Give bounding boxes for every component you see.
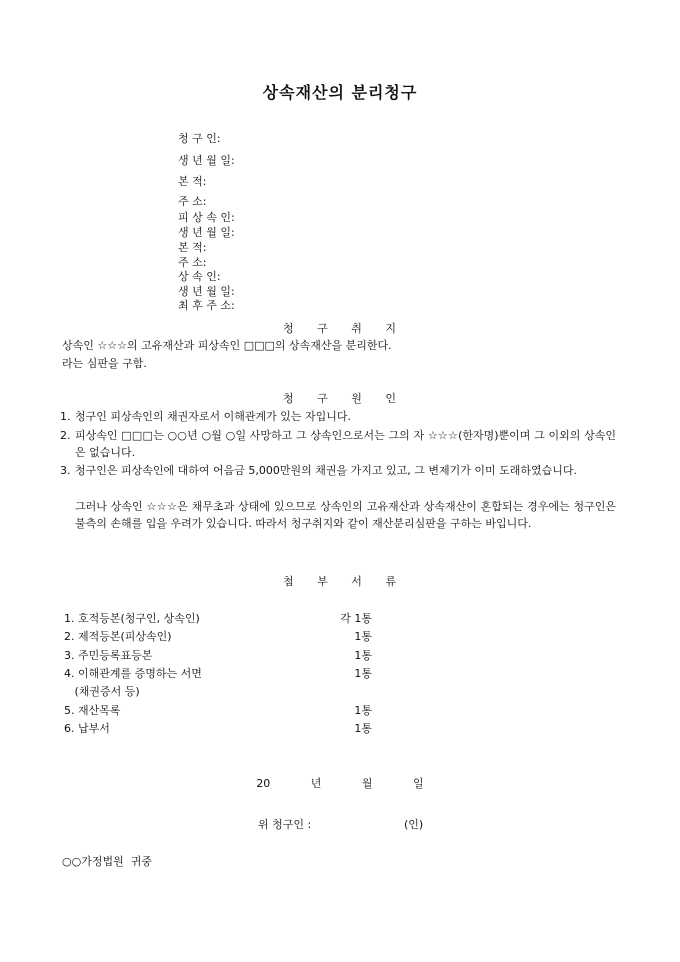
attachment-qty: 1통	[354, 649, 372, 662]
attachment-label: 1. 호적등본(청구인, 상속인)	[64, 612, 200, 625]
attachment-qty: 1통	[354, 667, 372, 680]
info-label-decedent-domicile: 본 적:	[178, 241, 207, 254]
signature-label: 위 청구인 :	[258, 818, 312, 831]
document-title: 상속재산의 분리청구	[262, 83, 418, 102]
attachment-qty: 1통	[354, 630, 372, 643]
cause-continuation	[60, 498, 616, 532]
cause-item-3	[60, 462, 616, 479]
cause-item-number: 1.	[60, 410, 71, 423]
cause-item-text: 피상속인 □□□는 ○○년 ○월 ○일 사망하고 그 상속인으로서는 그의 자 ☆☆☆(한자명)뿐이며 그 이외의 상속인은 없습니다.	[75, 429, 616, 459]
attachment-label: 3. 주민등록표등본	[64, 649, 153, 662]
date-line: 20 년 월 일	[256, 777, 424, 790]
info-label-decedent-birth: 생 년 월 일:	[178, 226, 235, 239]
info-label-heir-birth: 생 년 월 일:	[178, 285, 235, 298]
attachment-label: 4. 이해관계를 증명하는 서면	[64, 667, 202, 680]
cause-item-2	[60, 427, 616, 461]
cause-item-text: 청구인 피상속인의 채권자로서 이해관계가 있는 자입니다.	[75, 410, 352, 423]
cause-item-text: 청구인은 피상속인에 대하여 어음금 5,000만원의 채권을 가지고 있고, 그 변제기가 이미 도래하였습니다.	[75, 464, 577, 477]
info-label-claimant-domicile: 본 적:	[178, 175, 207, 188]
purpose-heading: 청 구 취 지	[283, 322, 397, 335]
cause-heading: 청 구 원 인	[283, 392, 397, 405]
info-label-last-address: 최 후 주 소:	[178, 299, 235, 312]
cause-item-1	[60, 408, 616, 425]
court-addressee: ○○가정법원 귀중	[62, 855, 152, 868]
info-label-claimant-address: 주 소:	[178, 195, 207, 208]
attachment-qty: 1통	[354, 704, 372, 717]
attachment-qty: 1통	[354, 722, 372, 735]
cause-continuation-text: 그러나 상속인 ☆☆☆은 채무초과 상태에 있으므로 상속인의 고유재산과 상속재산이 혼합되는 경우에는 청구인은 불측의 손해를 입을 우려가 있습니다. 따라서 청구취지와 같이 재산분리심판을 구하는 바입니다.	[75, 500, 616, 530]
info-label-decedent: 피 상 속 인:	[178, 211, 235, 224]
purpose-line-1: 상속인 ☆☆☆의 고유재산과 피상속인 □□□의 상속재산을 분리한다.	[62, 339, 392, 352]
cause-item-number: 2.	[60, 429, 71, 442]
attachment-label: 2. 제적등본(피상속인)	[64, 630, 172, 643]
attachments-heading: 첨 부 서 류	[283, 575, 397, 588]
attachment-label: 5. 재산목록	[64, 704, 121, 717]
attachment-label: (채권증서 등)	[64, 685, 140, 698]
info-label-claimant: 청 구 인:	[178, 132, 221, 145]
signature-seal: (인)	[404, 818, 424, 831]
attachment-qty: 각 1통	[340, 612, 372, 625]
info-label-claimant-birth: 생 년 월 일:	[178, 154, 235, 167]
info-label-heir: 상 속 인:	[178, 270, 221, 283]
attachment-label: 6. 납부서	[64, 722, 110, 735]
info-label-decedent-address: 주 소:	[178, 256, 207, 269]
purpose-line-2: 라는 심판을 구함.	[62, 357, 147, 370]
cause-item-number: 3.	[60, 464, 71, 477]
